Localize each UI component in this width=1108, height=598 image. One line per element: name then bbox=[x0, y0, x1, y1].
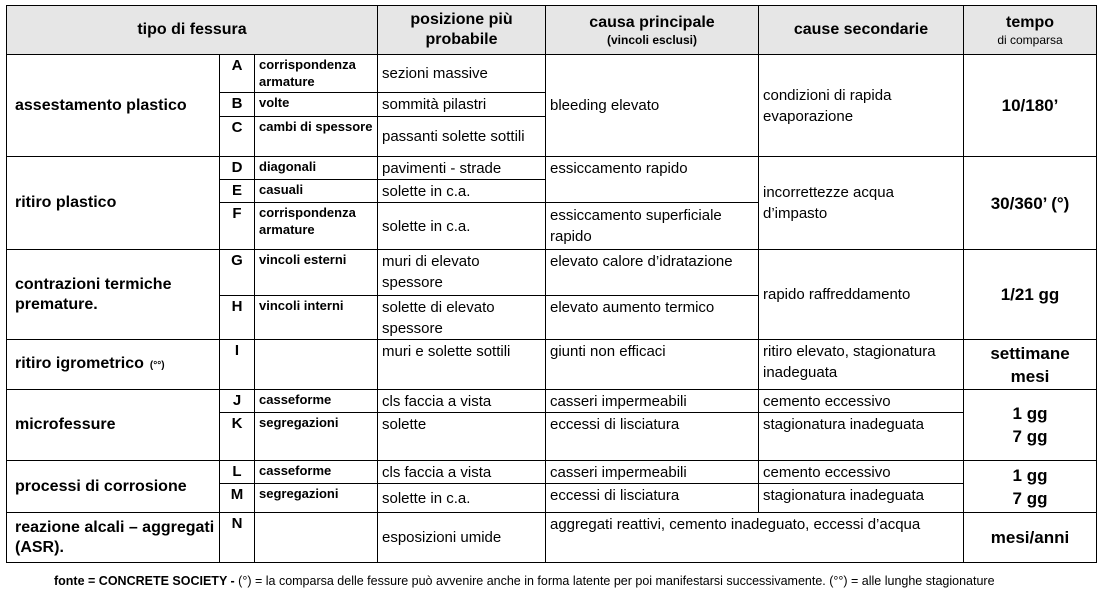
time-ritiro: 30/360’ (°) bbox=[964, 157, 1097, 250]
letter-m: M bbox=[220, 484, 255, 513]
type-contrazioni-termiche: contrazioni termiche premature. bbox=[7, 250, 220, 340]
header-type: tipo di fessura bbox=[7, 6, 378, 55]
header-main-cause bbox=[546, 6, 759, 55]
main-cause-j: casseri impermeabili bbox=[546, 390, 759, 413]
position-i: muri e solette sottili bbox=[378, 340, 546, 390]
time-microfessure-line2: 7 gg bbox=[1012, 427, 1048, 446]
subtype-l: casseforme bbox=[255, 461, 378, 484]
type-ritiro-igrometrico bbox=[7, 340, 220, 390]
letter-b: B bbox=[220, 93, 255, 117]
time-corrosione bbox=[964, 461, 1097, 513]
time-microfessure-line1: 1 gg bbox=[1012, 404, 1048, 423]
header-time-label: tempo bbox=[1006, 14, 1054, 31]
type-ritiro-plastico: ritiro plastico bbox=[7, 157, 220, 250]
table-row bbox=[7, 461, 1097, 484]
time-corrosione-line1: 1 gg bbox=[1012, 465, 1048, 485]
table-row bbox=[7, 513, 1097, 563]
header-row bbox=[7, 6, 1097, 55]
subtype-f: corrispondenza armature bbox=[255, 203, 378, 250]
subtype-h: vincoli interni bbox=[255, 296, 378, 340]
time-assestamento: 10/180’ bbox=[964, 55, 1097, 157]
main-cause-assestamento: bleeding elevato bbox=[546, 55, 759, 157]
secondary-cause-assestamento: condizioni di rapida evaporazione bbox=[759, 55, 964, 157]
main-cause-g: elevato calore d’idratazione bbox=[546, 250, 759, 296]
subtype-a: corrispondenza armature bbox=[255, 55, 378, 93]
letter-j: J bbox=[220, 390, 255, 413]
position-b: sommità pilastri bbox=[378, 93, 546, 117]
subtype-n bbox=[255, 513, 378, 563]
header-main-cause-sub: (vincoli esclusi) bbox=[606, 33, 698, 47]
table-row bbox=[7, 340, 1097, 390]
letter-l: L bbox=[220, 461, 255, 484]
time-igrometrico bbox=[964, 340, 1097, 390]
position-e: solette in c.a. bbox=[378, 180, 546, 203]
position-n: esposizioni umide bbox=[378, 513, 546, 563]
type-microfessure: microfessure bbox=[7, 390, 220, 461]
subtype-b: volte bbox=[255, 93, 378, 117]
letter-g: G bbox=[220, 250, 255, 296]
header-position-line2: probabile bbox=[425, 31, 498, 48]
secondary-cause-j: cemento eccessivo bbox=[759, 390, 964, 413]
letter-n: N bbox=[220, 513, 255, 563]
secondary-cause-contrazioni: rapido raffreddamento bbox=[759, 250, 964, 340]
time-igrometrico-line2: mesi bbox=[1010, 366, 1050, 386]
type-reazione-alcali: reazione alcali – aggregati (ASR). bbox=[7, 513, 220, 563]
subtype-c: cambi di spessore bbox=[255, 117, 378, 157]
header-secondary: cause secondarie bbox=[759, 6, 964, 55]
table-row bbox=[7, 157, 1097, 180]
position-k: solette bbox=[378, 413, 546, 461]
letter-i: I bbox=[220, 340, 255, 390]
footer-source: fonte = CONCRETE SOCIETY - bbox=[54, 574, 235, 588]
secondary-cause-k: stagionatura inadeguata bbox=[759, 413, 964, 461]
secondary-cause-m: stagionatura inadeguata bbox=[759, 484, 964, 513]
position-a: sezioni massive bbox=[378, 55, 546, 93]
time-igrometrico-line1: settimane bbox=[990, 343, 1070, 363]
header-time bbox=[964, 6, 1097, 55]
secondary-cause-l: cemento eccessivo bbox=[759, 461, 964, 484]
position-j: cls faccia a vista bbox=[378, 390, 546, 413]
source-footer bbox=[54, 574, 995, 588]
time-corrosione-line2: 7 gg bbox=[1012, 488, 1048, 508]
subtype-g: vincoli esterni bbox=[255, 250, 378, 296]
main-cause-l: casseri impermeabili bbox=[546, 461, 759, 484]
type-ritiro-igrometrico-note: (°°) bbox=[149, 359, 165, 371]
header-position bbox=[378, 6, 546, 55]
header-time-sub: di comparsa bbox=[997, 33, 1063, 47]
main-cause-k: eccessi di lisciatura bbox=[546, 413, 759, 461]
type-assestamento-plastico: assestamento plastico bbox=[7, 55, 220, 157]
subtype-e: casuali bbox=[255, 180, 378, 203]
main-cause-h: elevato aumento termico bbox=[546, 296, 759, 340]
main-cause-i: giunti non efficaci bbox=[546, 340, 759, 390]
letter-h: H bbox=[220, 296, 255, 340]
position-h: solette di elevato spessore bbox=[378, 296, 546, 340]
secondary-cause-i: ritiro elevato, stagionatura inadeguata bbox=[759, 340, 964, 390]
header-position-line1: posizione più bbox=[410, 11, 513, 28]
main-cause-m: eccessi di lisciatura bbox=[546, 484, 759, 513]
subtype-j: casseforme bbox=[255, 390, 378, 413]
subtype-k: segregazioni bbox=[255, 413, 378, 461]
type-processi-corrosione: processi di corrosione bbox=[7, 461, 220, 513]
footer-note: (°) = la comparsa delle fessure può avvenire anche in forma latente per poi manifestarsi successivamente. (°°) = alle lunghe stagionature bbox=[234, 574, 995, 588]
type-ritiro-igrometrico-label: ritiro igrometrico bbox=[15, 354, 144, 372]
table-row bbox=[7, 250, 1097, 296]
position-l: cls faccia a vista bbox=[378, 461, 546, 484]
secondary-cause-ritiro: incorrettezze acqua d’impasto bbox=[759, 157, 964, 250]
position-g: muri di elevato spessore bbox=[378, 250, 546, 296]
position-m: solette in c.a. bbox=[378, 484, 546, 513]
table-row bbox=[7, 390, 1097, 413]
main-cause-f: essiccamento superficiale rapido bbox=[546, 203, 759, 250]
position-f: solette in c.a. bbox=[378, 203, 546, 250]
subtype-i bbox=[255, 340, 378, 390]
subtype-d: diagonali bbox=[255, 157, 378, 180]
position-d: pavimenti - strade bbox=[378, 157, 546, 180]
crack-classification-table bbox=[6, 5, 1097, 563]
time-asr: mesi/anni bbox=[964, 513, 1097, 563]
letter-c: C bbox=[220, 117, 255, 157]
main-cause-n: aggregati reattivi, cemento inadeguato, eccessi d’acqua bbox=[546, 513, 964, 563]
letter-d: D bbox=[220, 157, 255, 180]
table-row bbox=[7, 55, 1097, 93]
header-main-cause-label: causa principale bbox=[589, 14, 715, 31]
subtype-m: segregazioni bbox=[255, 484, 378, 513]
position-c: passanti solette sottili bbox=[378, 117, 546, 157]
time-contrazioni: 1/21 gg bbox=[964, 250, 1097, 340]
main-cause-d: essiccamento rapido bbox=[546, 157, 759, 203]
letter-k: K bbox=[220, 413, 255, 461]
letter-a: A bbox=[220, 55, 255, 93]
letter-f: F bbox=[220, 203, 255, 250]
letter-e: E bbox=[220, 180, 255, 203]
time-microfessure bbox=[964, 390, 1097, 461]
